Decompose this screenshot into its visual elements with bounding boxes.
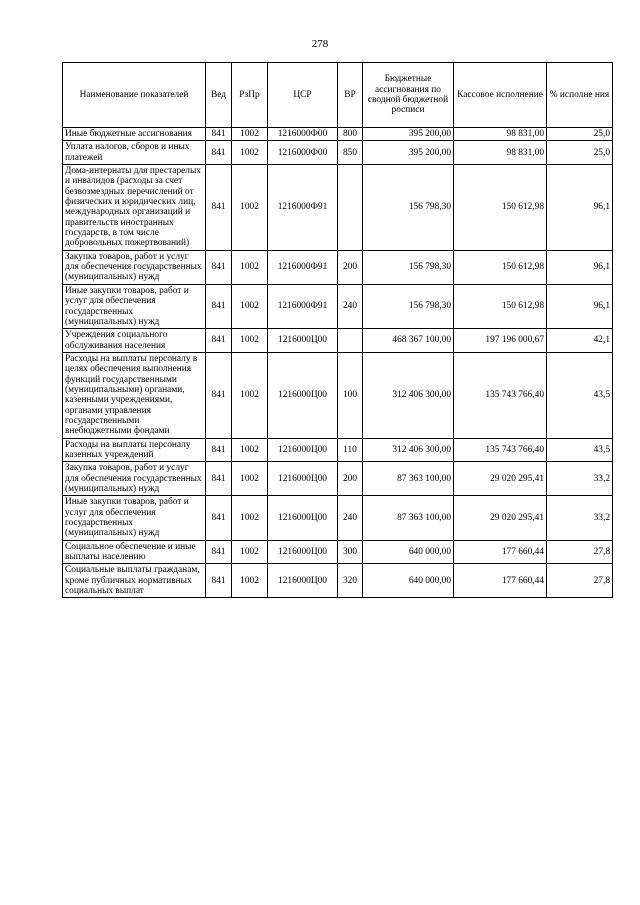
cell-csr: 1216000Ц00 (268, 496, 338, 540)
cell-csr: 1216000Ц00 (268, 462, 338, 496)
cell-ved: 841 (206, 165, 232, 251)
cell-percent: 27,8 (547, 564, 613, 598)
cell-execution: 135 743 766,40 (454, 352, 547, 438)
cell-execution: 150 612,98 (454, 165, 547, 251)
cell-indicator-name: Закупка товаров, работ и услуг для обеспечения государственных (муниципальных) нужд (63, 250, 206, 284)
cell-indicator-name: Дома-интернаты для престарелых и инвалидов (расходы за счет безвозмездных перечислений от физических и юридических лиц, международных организаций и правительств иностранных государств, в том числе добровольных пожертвований) (63, 165, 206, 251)
cell-allocation: 640 000,00 (363, 564, 454, 598)
cell-csr: 1216000Ф00 (268, 128, 338, 141)
cell-percent: 33,2 (547, 462, 613, 496)
table-row (63, 141, 613, 165)
cell-indicator-name: Расходы на выплаты персоналу казенных учреждений (63, 438, 206, 462)
cell-execution: 177 660,44 (454, 564, 547, 598)
cell-execution: 150 612,98 (454, 284, 547, 328)
cell-execution: 177 660,44 (454, 540, 547, 564)
cell-allocation: 156 798,30 (363, 250, 454, 284)
cell-percent: 96,1 (547, 250, 613, 284)
cell-rzpr: 1002 (232, 329, 268, 353)
cell-ved: 841 (206, 496, 232, 540)
cell-allocation: 395 200,00 (363, 128, 454, 141)
cell-indicator-name: Уплата налогов, сборов и иных платежей (63, 141, 206, 165)
cell-csr: 1216000Ф91 (268, 250, 338, 284)
cell-rzpr: 1002 (232, 540, 268, 564)
cell-allocation: 312 406 300,00 (363, 352, 454, 438)
cell-ved: 841 (206, 540, 232, 564)
budget-table (62, 62, 613, 598)
table-row (63, 564, 613, 598)
cell-vr: 240 (338, 496, 363, 540)
cell-allocation: 312 406 300,00 (363, 438, 454, 462)
cell-rzpr: 1002 (232, 564, 268, 598)
cell-csr: 1216000Ф91 (268, 284, 338, 328)
table-row (63, 496, 613, 540)
cell-ved: 841 (206, 141, 232, 165)
cell-rzpr: 1002 (232, 165, 268, 251)
cell-ved: 841 (206, 250, 232, 284)
cell-indicator-name: Учреждения социального обслуживания населения (63, 329, 206, 353)
cell-rzpr: 1002 (232, 496, 268, 540)
cell-execution: 98 831,00 (454, 141, 547, 165)
cell-csr: 1216000Ф91 (268, 165, 338, 251)
cell-rzpr: 1002 (232, 250, 268, 284)
cell-allocation: 156 798,30 (363, 165, 454, 251)
cell-indicator-name: Закупка товаров, работ и услуг для обеспечения государственных (муниципальных) нужд (63, 462, 206, 496)
table-row (63, 438, 613, 462)
cell-vr: 800 (338, 128, 363, 141)
cell-execution: 29 020 295,41 (454, 462, 547, 496)
header-vr: ВР (338, 63, 363, 128)
cell-ved: 841 (206, 438, 232, 462)
cell-percent: 42,1 (547, 329, 613, 353)
cell-csr: 1216000Ц00 (268, 352, 338, 438)
cell-ved: 841 (206, 462, 232, 496)
cell-allocation: 395 200,00 (363, 141, 454, 165)
cell-vr: 200 (338, 250, 363, 284)
cell-execution: 197 196 000,67 (454, 329, 547, 353)
cell-allocation: 87 363 100,00 (363, 496, 454, 540)
cell-execution: 98 831,00 (454, 128, 547, 141)
cell-rzpr: 1002 (232, 438, 268, 462)
cell-vr: 110 (338, 438, 363, 462)
cell-rzpr: 1002 (232, 284, 268, 328)
header-ved: Вед (206, 63, 232, 128)
table-row (63, 462, 613, 496)
cell-percent: 43,5 (547, 438, 613, 462)
cell-percent: 25,0 (547, 128, 613, 141)
cell-ved: 841 (206, 128, 232, 141)
cell-percent: 27,8 (547, 540, 613, 564)
cell-percent: 43,5 (547, 352, 613, 438)
cell-indicator-name: Социальные выплаты гражданам, кроме публичных нормативных социальных выплат (63, 564, 206, 598)
cell-rzpr: 1002 (232, 141, 268, 165)
header-csr: ЦСР (268, 63, 338, 128)
cell-percent: 96,1 (547, 165, 613, 251)
cell-percent: 25,0 (547, 141, 613, 165)
table-row (63, 128, 613, 141)
cell-csr: 1216000Ц00 (268, 540, 338, 564)
cell-indicator-name: Иные закупки товаров, работ и услуг для обеспечения государственных (муниципальных) нужд (63, 284, 206, 328)
table-row (63, 250, 613, 284)
cell-vr: 320 (338, 564, 363, 598)
cell-allocation: 640 000,00 (363, 540, 454, 564)
table-row (63, 352, 613, 438)
cell-percent: 33,2 (547, 496, 613, 540)
cell-vr: 240 (338, 284, 363, 328)
cell-execution: 150 612,98 (454, 250, 547, 284)
table-body (63, 128, 613, 598)
page-number: 278 (311, 38, 329, 50)
cell-indicator-name: Расходы на выплаты персоналу в целях обеспечения выполнения функций государственными (муниципальными) органами, казенными учреждениями, органами управления государственными внебюджетными фондами (63, 352, 206, 438)
cell-rzpr: 1002 (232, 462, 268, 496)
cell-indicator-name: Иные закупки товаров, работ и услуг для обеспечения государственных (муниципальных) нужд (63, 496, 206, 540)
header-allocation: Бюджетные ассигнования по сводной бюджетной росписи (363, 63, 454, 128)
cell-allocation: 468 367 100,00 (363, 329, 454, 353)
header-execution: Кассовое исполнение (454, 63, 547, 128)
cell-csr: 1216000Ф00 (268, 141, 338, 165)
cell-ved: 841 (206, 352, 232, 438)
cell-percent: 96,1 (547, 284, 613, 328)
cell-vr: 300 (338, 540, 363, 564)
cell-vr: 100 (338, 352, 363, 438)
table-row (63, 284, 613, 328)
header-indicator-name: Наименование показателей (63, 63, 206, 128)
cell-execution: 135 743 766,40 (454, 438, 547, 462)
cell-rzpr: 1002 (232, 128, 268, 141)
cell-csr: 1216000Ц00 (268, 329, 338, 353)
header-rzpr: РзПр (232, 63, 268, 128)
cell-allocation: 87 363 100,00 (363, 462, 454, 496)
table-row (63, 329, 613, 353)
cell-ved: 841 (206, 284, 232, 328)
table-row (63, 165, 613, 251)
cell-ved: 841 (206, 329, 232, 353)
cell-allocation: 156 798,30 (363, 284, 454, 328)
cell-rzpr: 1002 (232, 352, 268, 438)
cell-vr: 850 (338, 141, 363, 165)
cell-execution: 29 020 295,41 (454, 496, 547, 540)
cell-csr: 1216000Ц00 (268, 438, 338, 462)
cell-vr (338, 329, 363, 353)
header-percent: % исполне ния (547, 63, 613, 128)
table-row (63, 540, 613, 564)
cell-ved: 841 (206, 564, 232, 598)
cell-indicator-name: Социальное обеспечение и иные выплаты населению (63, 540, 206, 564)
header-row (63, 63, 613, 128)
cell-vr (338, 165, 363, 251)
cell-indicator-name: Иные бюджетные ассигнования (63, 128, 206, 141)
cell-vr: 200 (338, 462, 363, 496)
cell-csr: 1216000Ц00 (268, 564, 338, 598)
